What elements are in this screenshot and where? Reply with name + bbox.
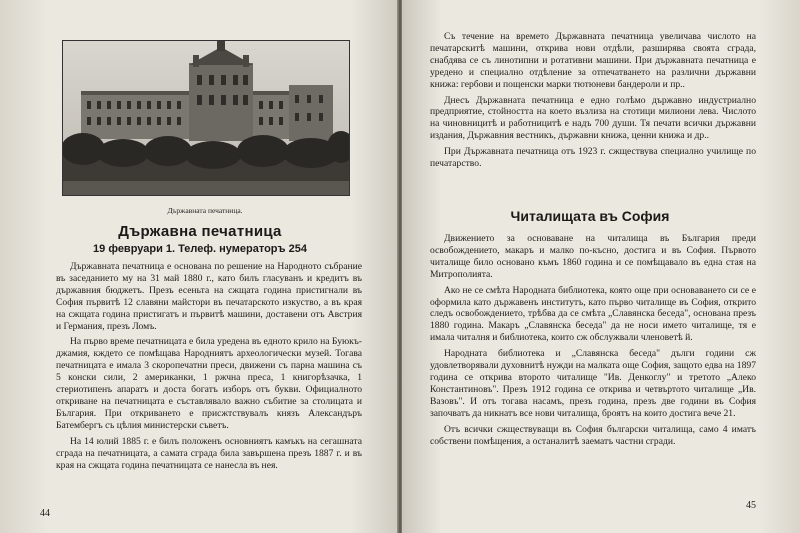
right-body-text-bottom — [430, 233, 756, 447]
page-number-right: 45 — [746, 500, 756, 511]
photo-caption: Държавната печатница. — [167, 206, 243, 215]
right-body-text-top — [430, 31, 756, 170]
section-title-reading-rooms: Читалищата въ София — [510, 208, 670, 224]
paragraph: Народната библиотека и „Славянска беседа" дълги години сж удовлетворявали духовнитѣ нужди на малката още София, защото едва на 1897 година се открива второто читалище "Ив. Денкоглу" и третото „Алеко Константиновъ". Презъ 1912 година се открива и четвъртото читалище „Ив. Вазовъ". И отъ тогава насамъ, презъ година, презъ две години въ София започватъ да никнатъ все нови читалища, броятъ на които достига вече 21. — [430, 348, 756, 419]
left-page — [0, 0, 398, 533]
page-number-left: 44 — [40, 508, 50, 519]
paragraph: Държавната печатница е основана по решение на Народното събрание въ заседанието му на 31 май 1880 г., като билъ гласуванъ и кредитъ въ държавния бюджетъ. Презъ есеньта на сжщата година пристигнали въ София първитѣ 12 славяни майстори въ печатарското изкуство, а въ края на сжщата година пристигатъ и първитѣ машини, доставени отъ Австрия и Германия, презъ Ломъ. — [56, 261, 362, 332]
section-title-state-printing-house: Държавна печатница — [118, 223, 282, 240]
paragraph: При Държавната печатница отъ 1923 г. сжществува специално училище по печатарство. — [430, 146, 756, 170]
address-subtitle: 19 февруари 1. Телеф. нумераторъ 254 — [93, 243, 307, 255]
paragraph: Ако не се смѣта Народната библиотека, която още при основаването си се е оформила като държавенъ институтъ, като първо читалище въ София, открито следъ освобождението, трѣбва да се смѣта „Славянска беседа", основана презъ 1880 година. Макаръ „Славянска беседа" да не носи името читалище, тя е имала читалня и библиотека, които сж обслужвали членоветѣ й. — [430, 284, 756, 344]
paragraph: Отъ всички сжществуващи въ София български читалища, само 4 иматъ собствени помѣщения, а останалитѣ заематъ частни сгради. — [430, 423, 756, 447]
left-body-text — [56, 261, 362, 471]
paragraph: Съ течение на времето Държавната печатница увеличава числото на печатарскитѣ машини, открива нови отдѣли, разширява своята сграда, снабдява се съ линотипни и ротативни машини. При държавната печатница е уредено и специално отдѣление за отпечатването на различни държавни книжа: гербови и пощенски марки тютюневи бандероли и пр.. — [430, 31, 756, 90]
paragraph: Движението за основаване на читалища въ България преди освобождението, макаръ и малко по-късно, достига и въ София. Първото читалище било основано къмъ 1860 година и се помѣщавало въ една стая на Митрополията. — [430, 233, 756, 280]
building-photo-image — [63, 41, 349, 195]
state-printing-house-photo — [62, 40, 350, 196]
paragraph: Днесъ Държавната печатница е едно голѣмо държавно индустриално предприятие, стойността на което възлиза на стотици милиони лева. Числото на чиновницитѣ и работницитѣ е надъ 700 души. Тя печати всички държавни издания, Държавния вестникъ, държавни книжа, ценни книжа и др.. — [430, 94, 756, 142]
paragraph: На първо време печатницата е била уредена въ едното крило на Буюкъ-джамия, кждето се помѣщава Народниятъ археологически музей. Тогава печатницата е имала 3 скоропечатни преси, движени съ парна машина съ 5 конски сили, 2 американки, 1 ржчна преса, 1 книгорѣзачка, 1 стериотипенъ апаратъ и доста богатъ изборъ отъ букви. Официалното откриване на печатницата е съставлявало важно събитие за столицата и България. При откриването е присжтствувалъ князъ Александъръ Батембергъ съ цѣлия министерски съветъ. — [56, 336, 362, 431]
paragraph: На 14 юлий 1885 г. е билъ положенъ основниятъ камъкъ на сегашната сграда на печатницата, а самата сграда била завършена презъ 1887 г. и въ края на сжщата година печатницата се нанесла въ нея. — [56, 435, 362, 471]
